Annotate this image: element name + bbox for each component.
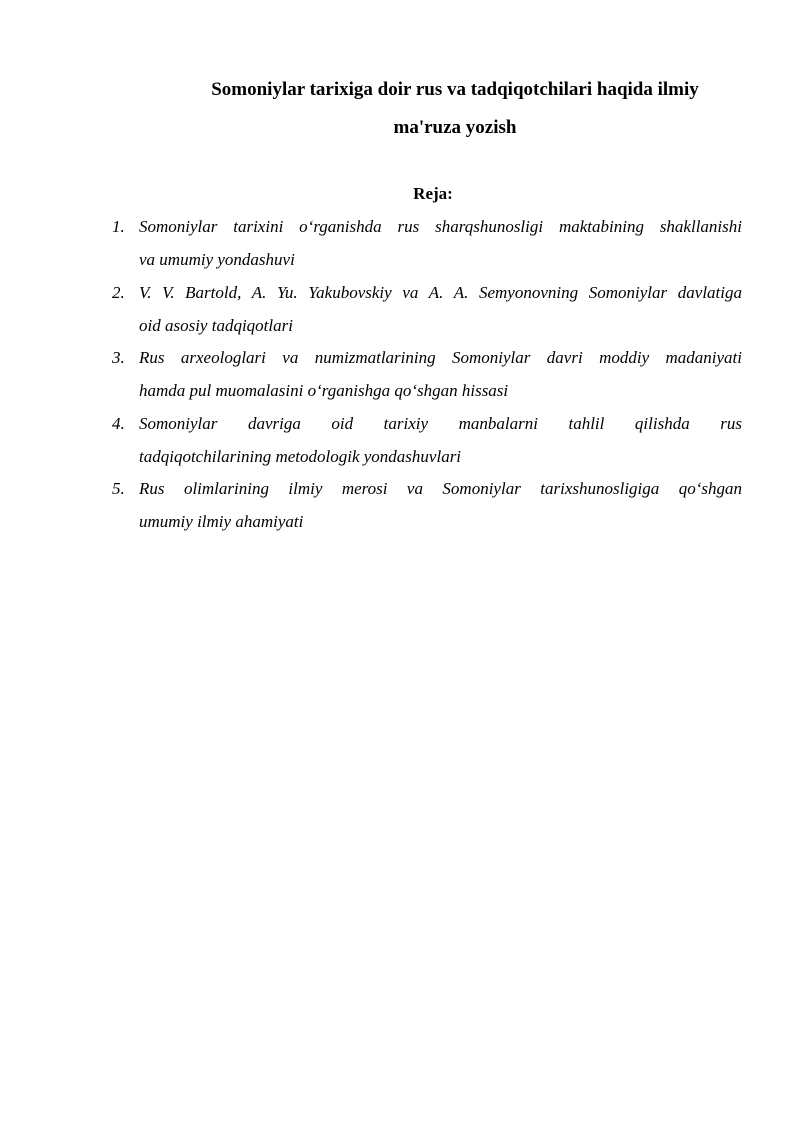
plan-item xyxy=(112,210,742,276)
plan-item-line: oid asosiy tadqiqotlari xyxy=(139,315,293,335)
plan-item-line: tadqiqotchilarining metodologik yondashuvlari xyxy=(139,446,462,466)
plan-item-number: 2. xyxy=(112,282,125,302)
plan-list xyxy=(112,210,742,538)
plan-item-line: Somoniylar davriga oid tarixiy manbalarni tahlil qilishda rus xyxy=(139,413,742,433)
plan-item-number: 1. xyxy=(112,217,125,236)
plan-item-number: 3. xyxy=(112,348,125,367)
plan-item-line: umumiy ilmiy ahamiyati xyxy=(139,512,304,531)
plan-item-line: Somoniylar tarixini o‘rganishda rus sharqshunosligi maktabining shakllanishi xyxy=(139,217,742,236)
plan-item-line: Rus arxeologlari va numizmatlarining Somoniylar davri moddiy madaniyati xyxy=(139,348,742,367)
document-title-line2: ma'ruza yozish xyxy=(393,117,517,138)
plan-item-line: V. V. Bartold, A. Yu. Yakubovskiy va A. A. Semyonovning Somoniylar davlatiga xyxy=(139,282,742,302)
plan-item-text xyxy=(139,407,742,473)
plan-item-line: va umumiy yondashuvi xyxy=(139,250,295,269)
plan-item xyxy=(112,472,742,538)
plan-heading: Reja: xyxy=(413,184,453,203)
plan-item-number: 4. xyxy=(112,413,125,433)
plan-item xyxy=(112,341,742,407)
plan-item-text xyxy=(139,341,742,407)
document-title-line1: Somoniylar tarixiga doir rus va tadqiqotchilari haqida ilmiy xyxy=(211,79,699,100)
plan-item-text xyxy=(139,210,742,276)
plan-item xyxy=(112,407,742,473)
plan-item xyxy=(112,276,742,342)
plan-item-text xyxy=(139,472,742,538)
plan-item-text xyxy=(139,276,742,342)
plan-item-line: Rus olimlarining ilmiy merosi va Somoniylar tarixshunosligiga qo‘shgan xyxy=(139,479,742,498)
plan-item-line: hamda pul muomalasini o‘rganishga qo‘shgan hissasi xyxy=(139,381,509,400)
plan-item-number: 5. xyxy=(112,479,125,498)
